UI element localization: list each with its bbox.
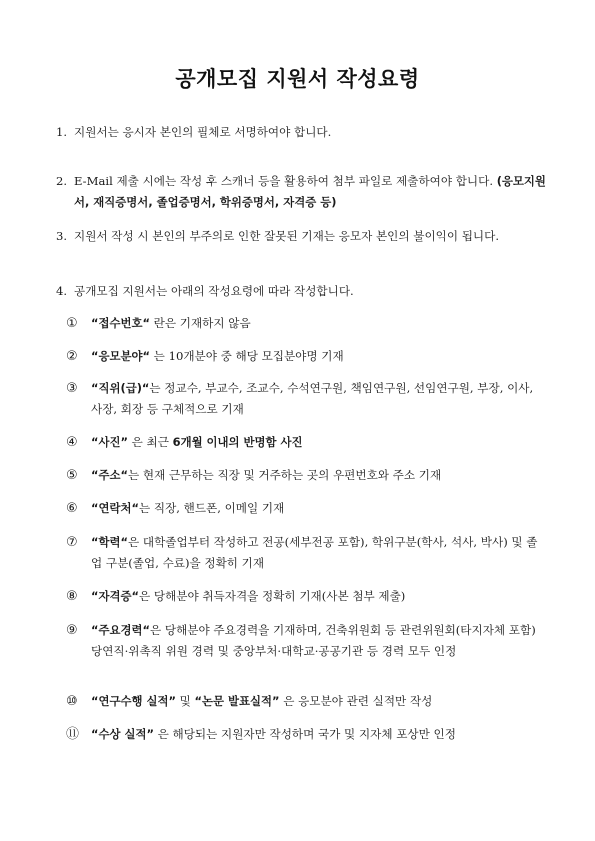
- subitem-text: 은 당해분야 취득자격을 정확히 기재(사본 첨부 제출): [138, 589, 406, 603]
- subitem-body: [66, 532, 546, 574]
- subitem-text: 는 10개분야 중 해당 모집분야명 기재: [150, 349, 344, 363]
- item-text: 공개모집 지원서는 아래의 작성요령에 따라 작성합니다.: [74, 284, 354, 298]
- subitem-keyword: “주요경력“: [91, 623, 150, 637]
- subitem-text: 은 당해분야 주요경력을 기재하며, 건축위원회 등 관련위원회(타지자체 포함) 당연직·위촉직 위원 경력 및 중앙부처·대학교·공공기관 등 경력 모두 인정: [91, 623, 536, 658]
- subitem-keyword: “직위(급)“: [91, 381, 150, 395]
- circled-number: ⑥: [66, 501, 78, 516]
- circled-number: ③: [66, 381, 78, 396]
- instruction-item-2: [56, 171, 546, 213]
- subitem-text: 는 직장, 핸드폰, 이메일 기재: [138, 501, 285, 515]
- subitem-body: [66, 620, 546, 662]
- item-number: 3.: [56, 229, 68, 243]
- subitem-text: 은 대학졸업부터 작성하고 전공(세부전공 포함), 학위구분(학사, 석사, 박사) 및 졸업 구분(졸업, 수료)을 정확히 기재: [91, 535, 538, 570]
- instruction-item-4: [56, 281, 546, 302]
- subitem-body: [66, 498, 546, 519]
- subitem-text: 는 정교수, 부교수, 조교수, 수석연구원, 책임연구원, 선임연구원, 부장, 이사, 사장, 회장 등 구체적으로 기재: [91, 381, 534, 416]
- subitem-11: [66, 724, 546, 745]
- subitem-keyword: “수상 실적”: [91, 727, 154, 741]
- item-text: E-Mail 제출 시에는 작성 후 스캐너 등을 활용하여 첨부 파일로 제출하여야 합니다.: [74, 174, 494, 188]
- subitem-text: 은 최근: [127, 435, 173, 449]
- item-text: 지원서 작성 시 본인의 부주의로 인한 잘못된 기재는 응모자 본인의 불이익이 됩니다.: [74, 229, 500, 243]
- circled-number: ⑨: [66, 623, 78, 638]
- instruction-item-1: [56, 122, 546, 143]
- circled-number: ⑦: [66, 535, 78, 550]
- item-number: 1.: [56, 125, 68, 139]
- circled-number: ⑪: [66, 727, 80, 742]
- subitem-text: 란은 기재하지 않음: [150, 316, 251, 330]
- page-title: 공개모집 지원서 작성요령: [175, 67, 420, 91]
- subitem-keyword: “자격증“: [91, 589, 139, 603]
- subitem-1: [66, 313, 546, 334]
- circled-number: ⑧: [66, 589, 78, 604]
- subitem-body: [66, 432, 546, 453]
- subitem-body: [66, 691, 546, 712]
- subitem-keyword-2: “논문 발표실적”: [194, 694, 280, 708]
- subitem-keyword: “사진”: [91, 435, 128, 449]
- subitem-body: [66, 724, 546, 745]
- subitem-keyword: “연락처“: [91, 501, 139, 515]
- subitem-text: 은 해당되는 지원자만 작성하며 국가 및 지자체 포상만 인정: [153, 727, 456, 741]
- item-bold-text: (응모지원서, 재직증명서, 졸업증명서, 학위증명서, 자격증 등): [74, 174, 546, 209]
- subitem-keyword-2: 6개월 이내의 반명함 사진: [172, 435, 303, 449]
- subitem-keyword: “연구수행 실적”: [91, 694, 176, 708]
- item-body: [56, 171, 546, 213]
- circled-number: ①: [66, 316, 78, 331]
- subitem-9: [66, 620, 546, 662]
- subitem-2: [66, 346, 546, 367]
- subitem-3: [66, 378, 546, 420]
- circled-number: ⑤: [66, 468, 78, 483]
- subitem-5: [66, 465, 546, 486]
- circled-number: ⑩: [66, 694, 78, 709]
- subitem-body: [66, 586, 546, 607]
- item-text: 지원서는 응시자 본인의 필체로 서명하여야 합니다.: [74, 125, 332, 139]
- instruction-item-3: [56, 226, 546, 247]
- subitem-10: [66, 691, 546, 712]
- subitem-7: [66, 532, 546, 574]
- subitem-body: [66, 465, 546, 486]
- circled-number: ④: [66, 435, 78, 450]
- subitem-4: [66, 432, 546, 453]
- subitem-8: [66, 586, 546, 607]
- subitem-keyword: “접수번호“: [91, 316, 150, 330]
- subitem-keyword: “주소“: [91, 468, 128, 482]
- subitem-body: [66, 378, 546, 420]
- subitem-keyword: “학력“: [91, 535, 128, 549]
- subitem-6: [66, 498, 546, 519]
- subitem-text: 는 현재 근무하는 직장 및 거주하는 곳의 우편번호와 주소 기재: [127, 468, 442, 482]
- item-number: 2.: [56, 174, 68, 188]
- subitem-text: 및: [175, 694, 195, 708]
- item-number: 4.: [56, 284, 68, 298]
- circled-number: ②: [66, 349, 78, 364]
- subitem-text-2: 은 응모분야 관련 실적만 작성: [279, 694, 433, 708]
- subitem-keyword: “응모분야“: [91, 349, 150, 363]
- subitem-body: [66, 313, 546, 334]
- subitem-body: [66, 346, 546, 367]
